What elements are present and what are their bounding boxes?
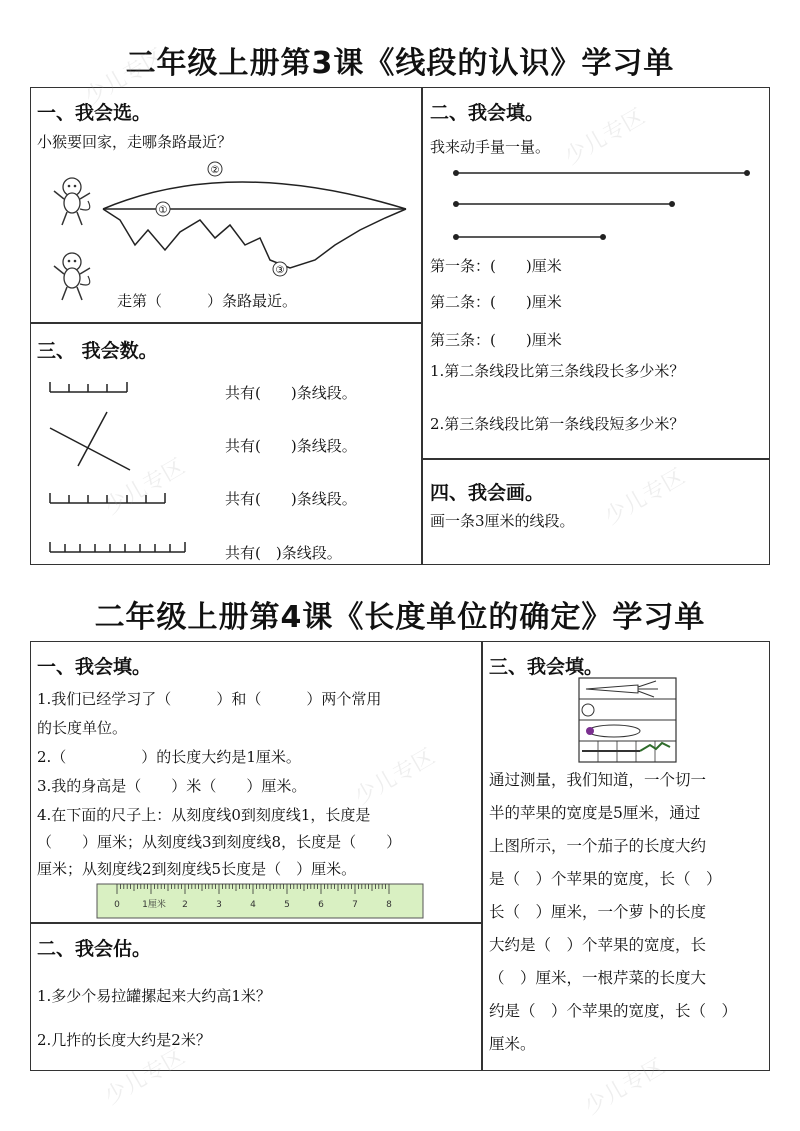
s23-line: 半的苹果的宽度是5厘米，通过 — [489, 804, 701, 822]
s2-q1: 1.第二条线段比第三条线段长多少米？ — [430, 362, 685, 380]
s22-q2: 2.几拃的长度大约是2米？ — [37, 1031, 211, 1049]
watermark: 少儿专区 — [80, 44, 170, 111]
s22-q1: 1.多少个易拉罐摞起来大约高1米？ — [37, 987, 271, 1005]
measure-lines — [450, 165, 770, 245]
watermark: 少儿专区 — [350, 744, 440, 811]
s1-heading: 一、我会选。 — [37, 102, 152, 124]
s2-line-1: 第一条：( )厘米 — [430, 257, 562, 275]
s3-heading: 三、 我会数。 — [37, 340, 158, 362]
s23-heading: 三、我会填。 — [489, 656, 604, 678]
watermark: 少儿专区 — [100, 454, 190, 521]
monkey-icon — [54, 178, 90, 225]
route-1-label: ① — [158, 205, 168, 216]
s3-item-3: 共有( )条线段。 — [225, 490, 357, 508]
s3-item-4: 共有( )条线段。 — [225, 544, 342, 562]
ruler-label-3: 3 — [216, 900, 222, 910]
eggplant-icon — [588, 725, 640, 737]
s2-line-2: 第二条：( )厘米 — [430, 293, 562, 311]
ruler-label-7: 7 — [352, 900, 358, 910]
route-2-arc — [103, 182, 406, 209]
sheet2-title: 二年级上册第4课《长度单位的确定》学习单 — [94, 600, 706, 635]
s23-line: 大约是（ ）个苹果的宽度，长 — [489, 936, 707, 954]
route-3-zigzag — [103, 209, 406, 268]
ruler-label-0: 0 — [114, 900, 120, 910]
s23-line: 是（ ）个苹果的宽度，长（ ） — [489, 870, 722, 888]
route-2-label: ② — [210, 165, 220, 176]
ruler-label-8: 8 — [386, 900, 392, 910]
s3-item-2: 共有( )条线段。 — [225, 437, 357, 455]
s2-q2: 2.第三条线段比第一条线段短多少米？ — [430, 415, 685, 433]
s23-line: 通过测量，我们知道，一个切一 — [489, 771, 707, 789]
s21-l6: （ ）厘米；从刻度线3到刻度线8，长度是（ ） — [37, 833, 402, 851]
s21-l2: 的长度单位。 — [37, 719, 128, 737]
ruler-label-1: 1厘米 — [142, 900, 166, 910]
s1-answer: 走第（ ）条路最近。 — [117, 292, 298, 310]
s21-heading: 一、我会填。 — [37, 656, 152, 678]
sheet1-divider-right — [421, 458, 770, 460]
s3-item-1: 共有( )条线段。 — [225, 384, 357, 402]
ruler-label-2: 2 — [182, 900, 188, 910]
s23-line: 厘米。 — [489, 1035, 536, 1053]
route-3-label: ③ — [275, 265, 285, 276]
s23-line: 上图所示，一个茄子的长度大约 — [489, 837, 707, 855]
sheet2-divider-left — [30, 922, 482, 924]
watermark: 少儿专区 — [580, 1054, 670, 1121]
watermark: 少儿专区 — [600, 464, 690, 531]
s23-line: （ ）厘米，一根芹菜的长度大 — [489, 969, 707, 987]
s1-question: 小猴要回家，走哪条路最近？ — [37, 133, 233, 151]
sheet1-title: 二年级上册第3课《线段的认识》学习单 — [125, 46, 675, 81]
watermark: 少儿专区 — [100, 1044, 190, 1111]
s23-line: 长（ ）厘米，一个萝卜的长度 — [489, 903, 707, 921]
s21-l1: 1.我们已经学习了（ ）和（ ）两个常用 — [37, 690, 382, 708]
ruler-label-5: 5 — [284, 900, 290, 910]
ruler-label-6: 6 — [318, 900, 324, 910]
s21-l3: 2.（ ）的长度大约是1厘米。 — [37, 748, 301, 766]
apple-icon — [582, 704, 594, 716]
s21-l4: 3.我的身高是（ ）米（ ）厘米。 — [37, 777, 307, 795]
sheet2-divider-v — [481, 641, 483, 1071]
s2-intro: 我来动手量一量。 — [430, 138, 551, 156]
s23-text — [489, 764, 765, 1061]
s22-heading: 二、我会估。 — [37, 938, 152, 960]
vegetables-figure — [578, 677, 678, 763]
s4-heading: 四、我会画。 — [430, 482, 545, 504]
monkey-icon — [54, 253, 90, 300]
s21-l5: 4.在下面的尺子上：从刻度线0到刻度线1，长度是 — [37, 806, 371, 824]
s2-line-3: 第三条：( )厘米 — [430, 331, 562, 349]
ruler-label-4: 4 — [250, 900, 256, 910]
s21-l7: 厘米；从刻度线2到刻度线5长度是（ ）厘米。 — [37, 860, 357, 878]
watermark: 少儿专区 — [560, 104, 650, 171]
s2-heading: 二、我会填。 — [430, 102, 545, 124]
ruler-figure — [97, 882, 427, 920]
s23-line: 约是（ ）个苹果的宽度，长（ ） — [489, 1002, 738, 1020]
segment-figures — [45, 370, 205, 560]
s4-text: 画一条3厘米的线段。 — [430, 512, 575, 530]
